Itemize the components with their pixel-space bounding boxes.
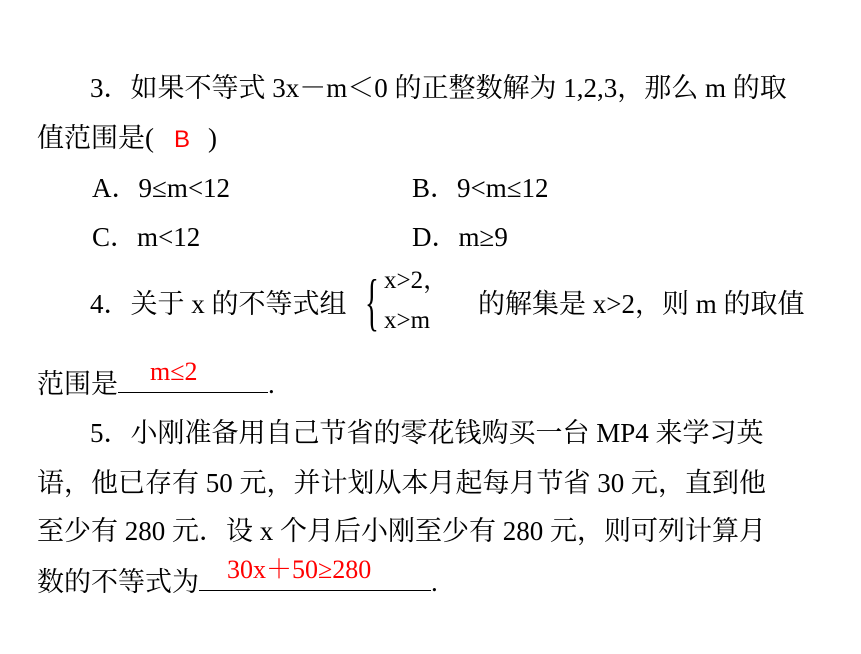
q5-line4-prefix: 数的不等式为 (37, 567, 199, 597)
q5-line4-suffix: . (431, 567, 438, 597)
q3-stem-line2-prefix: 值范围是( (37, 123, 154, 153)
system-brace: { (365, 266, 379, 337)
q3-option-c: C．m<12 (92, 222, 201, 252)
q4-line2-prefix: 范围是 (37, 369, 118, 399)
q3-stem-line1: 3．如果不等式 3x－m＜0 的正整数解为 1,2,3，那么 m 的取 (90, 73, 787, 103)
q3-option-a: A．9≤m<12 (92, 173, 231, 203)
q5-stem-line3: 至少有 280 元．设 x 个月后小刚至少有 280 元，则可列计算月 (37, 516, 766, 546)
q4-line2-suffix: . (268, 369, 275, 399)
q4-answer: m≤2 (150, 357, 198, 386)
q4-answer-blank (118, 357, 268, 393)
q5-answer: 30x＋50≥280 (227, 555, 372, 584)
q4-stem-line2 (37, 357, 275, 402)
q3-answer: B (174, 126, 191, 153)
q4-stem-suffix: 的解集是 x>2，则 m 的取值 (478, 289, 805, 319)
q5-answer-blank (199, 555, 431, 591)
q3-stem-line2 (37, 120, 217, 158)
q4-system-line2: x>m (384, 307, 431, 334)
q5-stem-line4 (37, 555, 438, 600)
q5-stem-line2: 语，他已存有 50 元，并计划从本月起每月节省 30 元，直到他 (37, 468, 766, 498)
q4-stem-prefix: 4．关于 x 的不等式组 (90, 289, 347, 319)
q5-stem-line1: 5．小刚准备用自己节省的零花钱购买一台 MP4 来学习英 (90, 418, 764, 448)
q4-system-line1: x>2， (384, 267, 449, 294)
q3-option-b: B．9<m≤12 (412, 173, 549, 203)
q3-stem-line2-suffix: ) (208, 123, 218, 153)
q3-option-d: D．m≥9 (412, 222, 508, 252)
